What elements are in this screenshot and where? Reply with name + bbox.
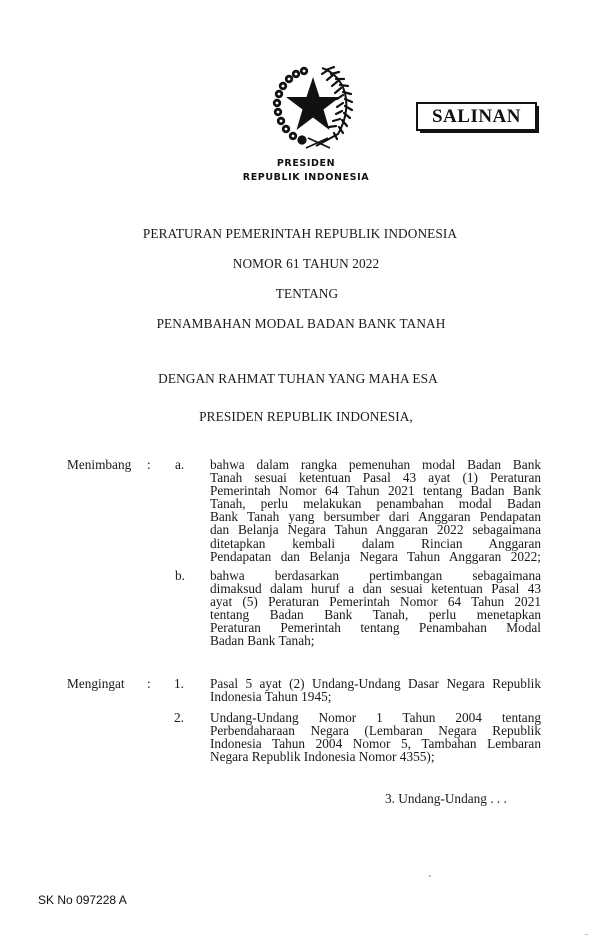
issuer-line-presiden: PRESIDEN bbox=[276, 158, 336, 169]
text-line: Peraturan Pemerintah tentang Penambahan Modal bbox=[210, 620, 541, 636]
next-page-continuation: 3. Undang-Undang . . . bbox=[385, 791, 507, 806]
mengingat-colon: : bbox=[147, 676, 151, 691]
preamble-invocation: DENGAN RAHMAT TUHAN YANG MAHA ESA bbox=[158, 371, 438, 386]
presidential-emblem-icon bbox=[268, 62, 358, 150]
scan-artifact bbox=[429, 875, 431, 877]
mengingat-item-1-marker: 1. bbox=[174, 676, 184, 691]
salinan-label: SALINAN bbox=[431, 105, 522, 127]
menimbang-item-a-marker: a. bbox=[175, 457, 185, 472]
salinan-stamp bbox=[416, 102, 537, 131]
mengingat-item-1-text bbox=[210, 677, 541, 703]
menimbang-label: Menimbang bbox=[67, 457, 132, 472]
document-serial-number: SK No 097228 A bbox=[38, 893, 127, 907]
text-line: Perbendaharaan Negara (Lembaran Negara Republik bbox=[210, 723, 541, 739]
text-line: bahwa dalam rangka pemenuhan modal Badan Bank bbox=[210, 457, 541, 472]
text-line: Undang-Undang Nomor 1 Tahun 2004 tentang bbox=[210, 710, 541, 725]
text-line: dimaksud dalam huruf a dan sesuai ketentuan Pasal 43 bbox=[210, 581, 541, 597]
text-line: Pemerintah Nomor 64 Tahun 2021 tentang Badan Bank bbox=[210, 483, 541, 499]
text-line: Tanah, perlu melakukan penambahan modal Badan bbox=[210, 496, 541, 512]
menimbang-item-b-text bbox=[210, 569, 541, 648]
text-line: Pendapatan dan Belanja Negara Tahun Anggaran 2022; bbox=[210, 548, 541, 564]
mengingat-label: Mengingat bbox=[67, 676, 125, 691]
regulation-tentang: TENTANG bbox=[275, 286, 339, 301]
mengingat-item-2-text bbox=[210, 711, 541, 763]
text-line: ditetapkan kembali dalam Rincian Anggaran bbox=[210, 535, 541, 551]
text-line: Indonesia Tahun 1945; bbox=[210, 689, 332, 705]
text-line: dan Belanja Negara Tahun Anggaran 2022 sebagaimana bbox=[210, 522, 541, 538]
text-line: tentang Badan Bank Tanah, perlu menetapkan bbox=[210, 607, 541, 623]
menimbang-item-b-marker: b. bbox=[175, 568, 185, 583]
mengingat-item-2-marker: 2. bbox=[174, 710, 184, 725]
regulation-number: NOMOR 61 TAHUN 2022 bbox=[232, 256, 380, 271]
issuer-line-republik: REPUBLIK INDONESIA bbox=[242, 172, 370, 183]
text-line: ayat (5) Peraturan Pemerintah Nomor 64 Tahun 2021 bbox=[210, 594, 541, 610]
regulation-type-title: PERATURAN PEMERINTAH REPUBLIK INDONESIA bbox=[142, 226, 458, 241]
text-line: Badan Bank Tanah; bbox=[210, 633, 315, 649]
text-line: Tanah sesuai ketentuan Pasal 43 ayat (1) Peraturan bbox=[210, 470, 541, 486]
text-line: Pasal 5 ayat (2) Undang-Undang Dasar Negara Republik bbox=[210, 676, 541, 691]
preamble-president: PRESIDEN REPUBLIK INDONESIA, bbox=[199, 409, 413, 424]
menimbang-colon: : bbox=[147, 457, 151, 472]
text-line: Bank Tanah yang bersumber dari Anggaran Pendapatan bbox=[210, 509, 541, 525]
regulation-subject: PENAMBAHAN MODAL BADAN BANK TANAH bbox=[156, 316, 446, 331]
text-line: Negara Republik Indonesia Nomor 4355); bbox=[210, 749, 435, 765]
text-line: bahwa berdasarkan pertimbangan sebagaimana bbox=[210, 568, 541, 583]
text-line: Indonesia Tahun 2004 Nomor 5, Tambahan Lembaran bbox=[210, 736, 541, 752]
menimbang-item-a-text bbox=[210, 458, 541, 563]
